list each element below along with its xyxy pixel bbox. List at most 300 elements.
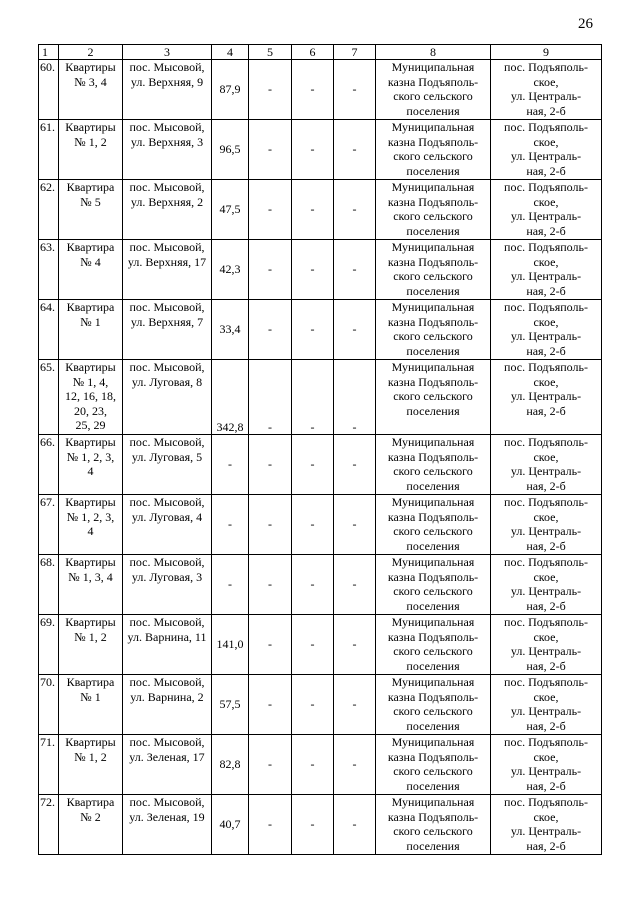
cell-line: Муниципальная xyxy=(391,360,475,374)
column-7-cell xyxy=(334,735,376,795)
cell-text: 60. xyxy=(40,60,55,74)
cell-line: Квартиры xyxy=(65,120,116,134)
cell-line: ское, xyxy=(533,374,559,389)
cell-line: ского сельского xyxy=(393,764,473,778)
cell-line: казна Подъяполь- xyxy=(387,809,479,824)
row-number-cell xyxy=(39,180,59,240)
cell-line: ул. Централь- xyxy=(510,149,582,163)
address-cell xyxy=(123,675,212,735)
holder-address-cell xyxy=(491,615,602,675)
cell-line: поселения xyxy=(406,103,460,118)
column-7-cell xyxy=(334,615,376,675)
cell-line: ная, 2-б xyxy=(526,658,566,673)
address-cell xyxy=(123,60,212,120)
cell-line: ское, xyxy=(533,449,559,464)
cell-text: - xyxy=(352,82,357,97)
table-row xyxy=(39,240,602,300)
cell-line: ная, 2-б xyxy=(526,103,566,118)
cell-line: Квартиры xyxy=(65,495,116,509)
column-5-cell xyxy=(249,300,292,360)
cell-line: ная, 2-б xyxy=(526,343,566,358)
cell-text: 57,5 xyxy=(219,697,241,712)
cell-line: ул. Централь- xyxy=(510,269,582,283)
area-cell xyxy=(212,795,249,855)
cell-line: ная, 2-б xyxy=(526,838,566,853)
column-7-cell xyxy=(334,675,376,735)
row-number-cell xyxy=(39,675,59,735)
cell-text: - xyxy=(268,577,272,592)
cell-line: пос. Подъяполь- xyxy=(504,120,588,134)
cell-line: казна Подъяполь- xyxy=(387,74,479,89)
cell-text: - xyxy=(352,697,357,712)
cell-line: поселения xyxy=(406,343,460,358)
address-cell xyxy=(123,735,212,795)
cell-line: ского сельского xyxy=(393,464,473,478)
column-7-cell xyxy=(334,795,376,855)
cell-line: ная, 2-б xyxy=(526,538,566,553)
cell-line: поселения xyxy=(406,778,460,793)
cell-line: ского сельского xyxy=(393,644,473,658)
cell-line: пос. Мысовой, xyxy=(129,615,205,629)
area-cell xyxy=(212,675,249,735)
row-number-cell xyxy=(39,795,59,855)
cell-line: ское, xyxy=(533,74,559,89)
cell-line: Квартиры xyxy=(65,615,116,629)
cell-line: ское, xyxy=(533,194,559,209)
cell-text: - xyxy=(268,517,272,532)
cell-line: ул. Централь- xyxy=(510,389,582,403)
cell-text: - xyxy=(352,262,357,277)
cell-line: поселения xyxy=(406,718,460,733)
cell-line: ул. Централь- xyxy=(510,764,582,778)
cell-line: пос. Мысовой, xyxy=(129,120,205,134)
row-number-cell xyxy=(39,120,59,180)
cell-line: казна Подъяполь- xyxy=(387,749,479,764)
cell-line: пос. Мысовой, xyxy=(129,180,205,194)
object-name-cell xyxy=(59,360,123,435)
cell-line: № 5 xyxy=(80,194,101,209)
cell-line: Квартира xyxy=(66,675,115,689)
cell-line: поселения xyxy=(406,403,460,418)
cell-line: 25, 29 xyxy=(75,418,106,432)
cell-line: Муниципальная xyxy=(391,675,475,689)
column-7-cell xyxy=(334,120,376,180)
cell-line: ского сельского xyxy=(393,584,473,598)
cell-line: ское, xyxy=(533,314,559,329)
cell-line: Муниципальная xyxy=(391,60,475,74)
column-header: 6 xyxy=(292,45,334,60)
cell-line: Квартиры xyxy=(65,60,116,74)
holder-address-cell xyxy=(491,675,602,735)
cell-line: ское, xyxy=(533,809,559,824)
column-5-cell xyxy=(249,615,292,675)
owner-cell xyxy=(376,435,491,495)
column-5-cell xyxy=(249,360,292,435)
cell-text: - xyxy=(352,757,357,772)
table-row xyxy=(39,795,602,855)
row-number-cell xyxy=(39,555,59,615)
owner-cell xyxy=(376,240,491,300)
cell-line: 12, 16, 18, xyxy=(65,389,116,403)
cell-line: казна Подъяполь- xyxy=(387,194,479,209)
table-body xyxy=(39,45,602,855)
cell-text: - xyxy=(268,142,272,157)
column-5-cell xyxy=(249,735,292,795)
column-7-cell xyxy=(334,435,376,495)
row-number-cell xyxy=(39,495,59,555)
cell-text: - xyxy=(268,817,272,832)
cell-text: - xyxy=(310,697,315,712)
cell-line: 20, 23, xyxy=(74,403,107,418)
column-7-cell xyxy=(334,300,376,360)
column-6-cell xyxy=(292,735,334,795)
cell-line: казна Подъяполь- xyxy=(387,254,479,269)
cell-line: пос. Подъяполь- xyxy=(504,435,588,449)
cell-line: Квартира xyxy=(66,180,115,194)
row-number-cell xyxy=(39,735,59,795)
cell-line: ная, 2-б xyxy=(526,163,566,178)
column-5-cell xyxy=(249,435,292,495)
cell-line: ная, 2-б xyxy=(526,223,566,238)
table-row xyxy=(39,360,602,435)
column-header: 3 xyxy=(123,45,212,60)
holder-address-cell xyxy=(491,555,602,615)
cell-line: ная, 2-б xyxy=(526,598,566,613)
cell-text: 62. xyxy=(40,180,55,194)
object-name-cell xyxy=(59,615,123,675)
cell-text: 70. xyxy=(40,675,55,689)
cell-line: ского сельского xyxy=(393,149,473,163)
cell-line: Муниципальная xyxy=(391,300,475,314)
cell-line: ул. Верхняя, 2 xyxy=(130,194,204,209)
column-6-cell xyxy=(292,60,334,120)
cell-text: - xyxy=(352,457,357,472)
holder-address-cell xyxy=(491,180,602,240)
column-5-cell xyxy=(249,120,292,180)
cell-line: ная, 2-б xyxy=(526,283,566,298)
cell-text: 72. xyxy=(40,795,55,809)
owner-cell xyxy=(376,675,491,735)
cell-text: - xyxy=(268,262,272,277)
cell-line: пос. Мысовой, xyxy=(129,495,205,509)
cell-text: - xyxy=(268,697,272,712)
cell-line: ул. Зеленая, 17 xyxy=(129,749,205,764)
cell-text: 68. xyxy=(40,555,55,569)
table-row xyxy=(39,735,602,795)
cell-line: ул. Луговая, 4 xyxy=(131,509,203,524)
cell-line: ского сельского xyxy=(393,269,473,283)
holder-address-cell xyxy=(491,795,602,855)
cell-line: поселения xyxy=(406,538,460,553)
holder-address-cell xyxy=(491,495,602,555)
cell-line: пос. Подъяполь- xyxy=(504,240,588,254)
cell-text: 71. xyxy=(40,735,55,749)
cell-line: ского сельского xyxy=(393,389,473,403)
cell-text: 64. xyxy=(40,300,55,314)
cell-line: казна Подъяполь- xyxy=(387,314,479,329)
cell-text: - xyxy=(352,419,357,434)
area-cell xyxy=(212,495,249,555)
cell-text: - xyxy=(268,202,272,217)
cell-text: - xyxy=(310,577,315,592)
cell-line: Муниципальная xyxy=(391,120,475,134)
cell-line: № 4 xyxy=(80,254,101,269)
cell-text: - xyxy=(268,637,272,652)
cell-text: 69. xyxy=(40,615,55,629)
area-cell xyxy=(212,360,249,435)
cell-line: Муниципальная xyxy=(391,795,475,809)
table-row xyxy=(39,300,602,360)
cell-text: 66. xyxy=(40,435,55,449)
column-6-cell xyxy=(292,120,334,180)
area-cell xyxy=(212,300,249,360)
table-row xyxy=(39,555,602,615)
cell-line: № 3, 4 xyxy=(74,74,107,89)
cell-text: - xyxy=(310,202,315,217)
area-cell xyxy=(212,180,249,240)
column-7-cell xyxy=(334,240,376,300)
cell-text: - xyxy=(310,82,315,97)
cell-text: - xyxy=(310,457,315,472)
owner-cell xyxy=(376,795,491,855)
cell-line: ул. Верхняя, 7 xyxy=(130,314,204,329)
holder-address-cell xyxy=(491,120,602,180)
cell-line: Квартира xyxy=(66,795,115,809)
cell-line: пос. Мысовой, xyxy=(129,240,205,254)
cell-line: пос. Подъяполь- xyxy=(504,555,588,569)
cell-line: ул. Централь- xyxy=(510,704,582,718)
cell-line: № 1, 2 xyxy=(74,629,107,644)
cell-line: ул. Централь- xyxy=(510,89,582,103)
column-6-cell xyxy=(292,240,334,300)
column-header-row xyxy=(39,45,602,60)
address-cell xyxy=(123,300,212,360)
cell-line: № 2 xyxy=(80,809,101,824)
holder-address-cell xyxy=(491,360,602,435)
row-number-cell xyxy=(39,360,59,435)
column-header: 2 xyxy=(59,45,123,60)
cell-line: ское, xyxy=(533,749,559,764)
cell-line: Муниципальная xyxy=(391,555,475,569)
property-registry-table xyxy=(38,44,602,855)
column-6-cell xyxy=(292,555,334,615)
cell-line: Квартира xyxy=(66,240,115,254)
cell-line: № 1, 2, 3, xyxy=(66,449,115,464)
object-name-cell xyxy=(59,240,123,300)
address-cell xyxy=(123,180,212,240)
cell-line: ского сельского xyxy=(393,824,473,838)
cell-line: Квартиры xyxy=(65,735,116,749)
row-number-cell xyxy=(39,615,59,675)
column-6-cell xyxy=(292,435,334,495)
cell-line: № 1, 4, xyxy=(72,374,109,389)
table-row xyxy=(39,435,602,495)
cell-text: - xyxy=(310,322,315,337)
area-cell xyxy=(212,120,249,180)
cell-text: 342,8 xyxy=(216,419,244,434)
cell-line: ул. Централь- xyxy=(510,584,582,598)
column-header: 1 xyxy=(39,45,59,60)
cell-line: ское, xyxy=(533,689,559,704)
table-row xyxy=(39,495,602,555)
cell-line: ул. Централь- xyxy=(510,209,582,223)
cell-line: поселения xyxy=(406,163,460,178)
column-5-cell xyxy=(249,60,292,120)
cell-line: поселения xyxy=(406,283,460,298)
owner-cell xyxy=(376,360,491,435)
cell-line: 4 xyxy=(87,524,94,538)
cell-line: пос. Подъяполь- xyxy=(504,180,588,194)
cell-line: поселения xyxy=(406,598,460,613)
cell-text: 33,4 xyxy=(219,322,241,337)
holder-address-cell xyxy=(491,735,602,795)
cell-line: ул. Луговая, 3 xyxy=(131,569,203,584)
cell-text: - xyxy=(268,419,272,434)
cell-line: Муниципальная xyxy=(391,735,475,749)
cell-line: Муниципальная xyxy=(391,495,475,509)
cell-text: - xyxy=(310,817,315,832)
table-row xyxy=(39,180,602,240)
holder-address-cell xyxy=(491,240,602,300)
holder-address-cell xyxy=(491,300,602,360)
cell-line: ул. Централь- xyxy=(510,329,582,343)
cell-line: ское, xyxy=(533,254,559,269)
owner-cell xyxy=(376,300,491,360)
column-7-cell xyxy=(334,495,376,555)
cell-text: - xyxy=(268,82,272,97)
cell-line: ул. Луговая, 8 xyxy=(131,374,203,389)
column-5-cell xyxy=(249,240,292,300)
cell-line: пос. Мысовой, xyxy=(129,435,205,449)
owner-cell xyxy=(376,60,491,120)
address-cell xyxy=(123,435,212,495)
cell-line: казна Подъяполь- xyxy=(387,449,479,464)
cell-line: казна Подъяполь- xyxy=(387,509,479,524)
cell-line: Квартиры xyxy=(65,435,116,449)
cell-line: Муниципальная xyxy=(391,615,475,629)
column-6-cell xyxy=(292,180,334,240)
holder-address-cell xyxy=(491,435,602,495)
cell-text: - xyxy=(310,517,315,532)
column-header: 7 xyxy=(334,45,376,60)
cell-line: Квартиры xyxy=(65,555,116,569)
column-6-cell xyxy=(292,300,334,360)
cell-text: 61. xyxy=(40,120,55,134)
owner-cell xyxy=(376,120,491,180)
cell-line: ское, xyxy=(533,134,559,149)
area-cell xyxy=(212,240,249,300)
column-7-cell xyxy=(334,360,376,435)
column-header: 8 xyxy=(376,45,491,60)
cell-line: пос. Мысовой, xyxy=(129,360,205,374)
page-number: 26 xyxy=(578,16,593,32)
address-cell xyxy=(123,240,212,300)
column-7-cell xyxy=(334,555,376,615)
cell-text: - xyxy=(228,577,232,592)
cell-line: Муниципальная xyxy=(391,180,475,194)
area-cell xyxy=(212,615,249,675)
cell-text: - xyxy=(228,517,232,532)
column-5-cell xyxy=(249,795,292,855)
object-name-cell xyxy=(59,795,123,855)
cell-line: ул. Централь- xyxy=(510,524,582,538)
address-cell xyxy=(123,555,212,615)
object-name-cell xyxy=(59,435,123,495)
cell-line: казна Подъяполь- xyxy=(387,629,479,644)
address-cell xyxy=(123,495,212,555)
cell-line: пос. Мысовой, xyxy=(129,675,205,689)
cell-line: пос. Мысовой, xyxy=(129,735,205,749)
column-7-cell xyxy=(334,60,376,120)
cell-line: пос. Подъяполь- xyxy=(504,60,588,74)
cell-line: № 1, 3, 4 xyxy=(68,569,113,584)
cell-line: ское, xyxy=(533,569,559,584)
cell-line: пос. Подъяполь- xyxy=(504,735,588,749)
area-cell xyxy=(212,735,249,795)
cell-text: 87,9 xyxy=(219,82,241,97)
cell-text: - xyxy=(268,457,272,472)
address-cell xyxy=(123,120,212,180)
cell-text: 63. xyxy=(40,240,55,254)
cell-line: ское, xyxy=(533,629,559,644)
object-name-cell xyxy=(59,120,123,180)
cell-line: ул. Верхняя, 9 xyxy=(130,74,204,89)
cell-line: ского сельского xyxy=(393,704,473,718)
row-number-cell xyxy=(39,300,59,360)
column-6-cell xyxy=(292,615,334,675)
cell-text: 47,5 xyxy=(219,202,241,217)
cell-line: пос. Подъяполь- xyxy=(504,300,588,314)
cell-text: - xyxy=(310,262,315,277)
object-name-cell xyxy=(59,180,123,240)
object-name-cell xyxy=(59,300,123,360)
table-row xyxy=(39,60,602,120)
cell-line: пос. Подъяполь- xyxy=(504,675,588,689)
cell-line: пос. Подъяполь- xyxy=(504,360,588,374)
cell-line: ная, 2-б xyxy=(526,478,566,493)
cell-text: - xyxy=(268,322,272,337)
cell-line: ского сельского xyxy=(393,89,473,103)
cell-line: № 1, 2, 3, xyxy=(66,509,115,524)
column-header: 9 xyxy=(491,45,602,60)
column-5-cell xyxy=(249,675,292,735)
cell-text: - xyxy=(228,457,232,472)
owner-cell xyxy=(376,615,491,675)
object-name-cell xyxy=(59,735,123,795)
cell-line: пос. Подъяполь- xyxy=(504,615,588,629)
column-6-cell xyxy=(292,795,334,855)
cell-line: ул. Централь- xyxy=(510,644,582,658)
cell-line: ул. Варнина, 2 xyxy=(130,689,204,704)
cell-line: поселения xyxy=(406,478,460,493)
cell-line: пос. Мысовой, xyxy=(129,555,205,569)
cell-line: ная, 2-б xyxy=(526,718,566,733)
cell-text: - xyxy=(352,577,357,592)
cell-line: ского сельского xyxy=(393,329,473,343)
row-number-cell xyxy=(39,60,59,120)
cell-text: - xyxy=(310,142,315,157)
row-number-cell xyxy=(39,240,59,300)
address-cell xyxy=(123,615,212,675)
cell-line: № 1, 2 xyxy=(74,134,107,149)
column-5-cell xyxy=(249,495,292,555)
column-6-cell xyxy=(292,360,334,435)
cell-text: 67. xyxy=(40,495,55,509)
cell-line: пос. Мысовой, xyxy=(129,300,205,314)
cell-text: - xyxy=(352,202,357,217)
cell-text: - xyxy=(310,757,315,772)
column-7-cell xyxy=(334,180,376,240)
